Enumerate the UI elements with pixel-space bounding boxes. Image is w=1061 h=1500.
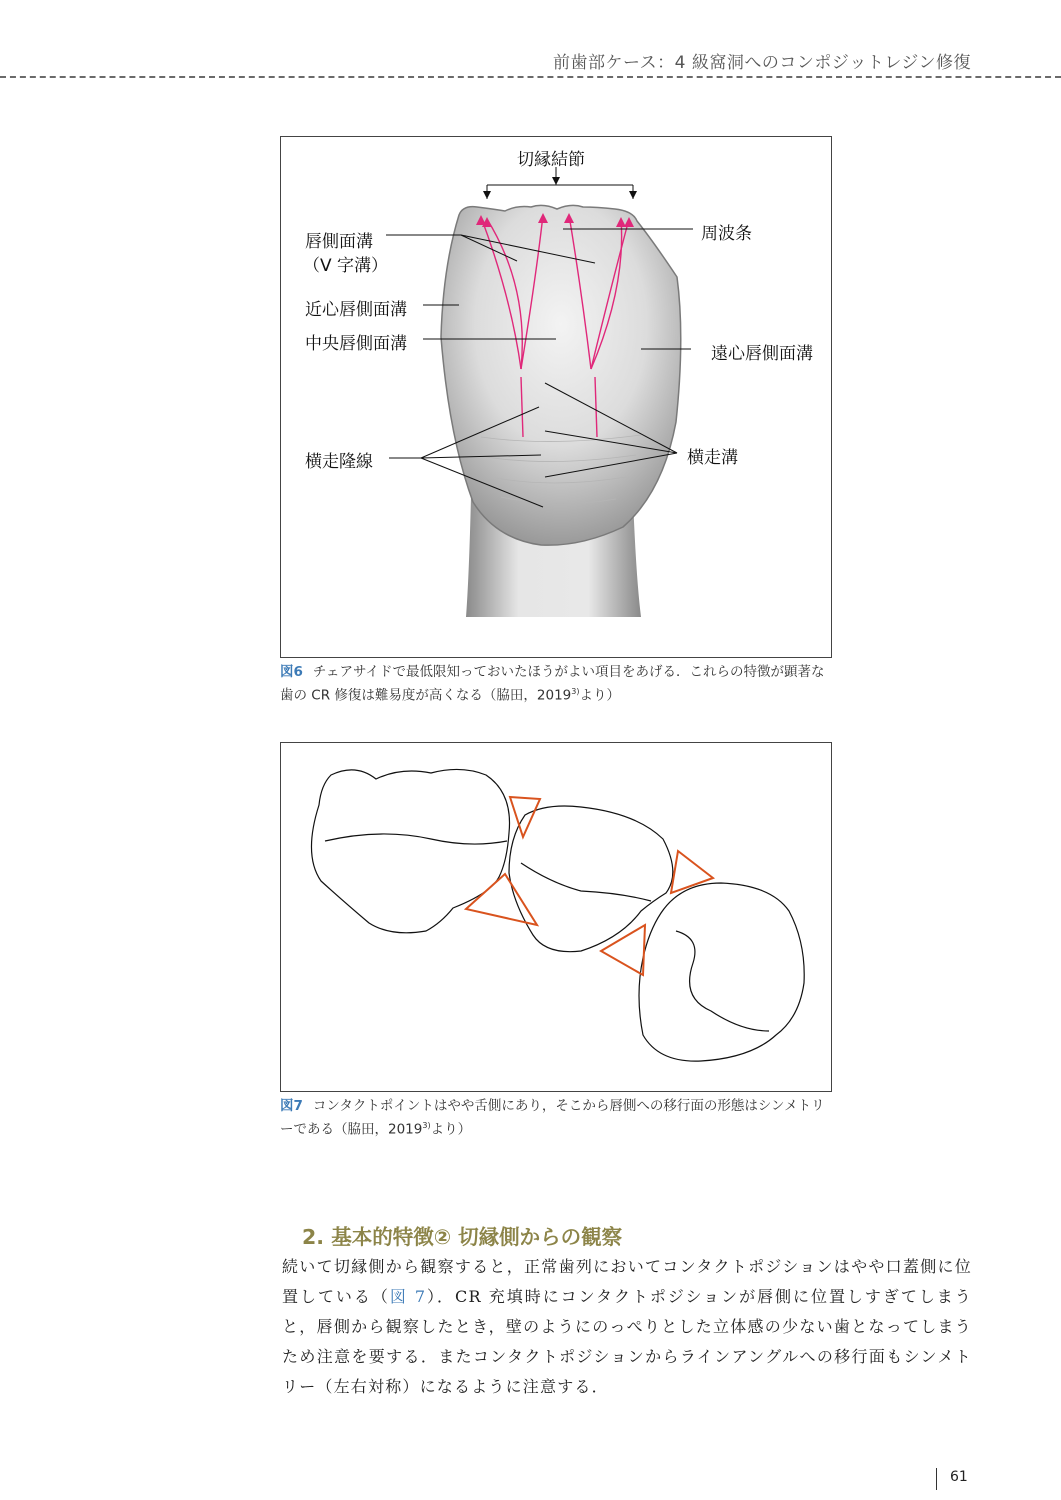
- section-heading: 2. 基本的特徴② 切縁側からの観察: [302, 1225, 623, 1249]
- label-mesial-labial-groove: 近心唇側面溝: [305, 300, 407, 320]
- body-paragraph: [282, 1252, 972, 1402]
- figure-6-caption: [280, 662, 832, 706]
- figure-6-caption-ref: 3): [571, 687, 580, 696]
- label-transverse-grooves: 横走溝: [687, 448, 738, 468]
- label-v-groove: （V 字溝）: [303, 256, 389, 276]
- figure-7-caption-label: 図7: [280, 1098, 303, 1114]
- label-central-labial-groove: 中央唇側面溝: [305, 334, 407, 354]
- figure-6-caption-tail: より）: [579, 687, 620, 704]
- header-divider: [0, 76, 1061, 78]
- tooth-outlines: [311, 769, 804, 1061]
- contact-triangle-4: [601, 925, 645, 975]
- figure-7-contact-diagram: [280, 742, 832, 1092]
- tooth-illustration: [281, 137, 831, 657]
- contact-triangle-2: [466, 874, 537, 925]
- figure-6-tooth-diagram: [280, 136, 832, 658]
- figure-7-caption-text: コンタクトポイントはやや舌側にあり，そこから唇側への移行面の形態はシンメトリーである（脇田，2019: [280, 1098, 825, 1138]
- label-distal-labial-groove: 遠心唇側面溝: [711, 344, 813, 364]
- page-number-divider: [936, 1468, 937, 1490]
- figure-6-caption-label: 図6: [280, 664, 303, 680]
- tooth-outline-center: [509, 806, 673, 952]
- figure-7-caption: [280, 1096, 832, 1140]
- label-transverse-ridges: 横走隆線: [305, 452, 373, 472]
- tooth-outline-left: [311, 769, 509, 932]
- label-labial-groove: 唇側面溝: [305, 232, 373, 252]
- body-text-part-1: 続いて切縁側から観察すると，正常歯列においてコンタクトポジションはやや口蓋側に位置している（: [282, 1257, 972, 1306]
- label-incisal-nodes: 切縁結節: [517, 150, 585, 170]
- leader-arrowheads: [483, 177, 637, 199]
- tooth-groove-center: [521, 863, 651, 901]
- body-text-part-2: ）．CR 充填時にコンタクトポジションが唇側に位置しすぎてしまうと，唇側から観察したとき，壁のようにのっぺりとした立体感の少ない歯となってしまうため注意を要する．またコンタクトポジションからラインアングルへの移行面もシンメトリー（左右対称）になるように注意する．: [282, 1287, 972, 1396]
- figure-6-caption-text: チェアサイドで最低限知っておいたほうがよい項目をあげる．これらの特徴が顕著な歯の CR 修復は難易度が高くなる（脇田，2019: [280, 664, 825, 704]
- contact-triangle-1: [510, 797, 540, 837]
- contact-triangle-3: [671, 851, 713, 893]
- figure-7-caption-ref: 3): [422, 1121, 431, 1130]
- figure-7-reference-link[interactable]: 図 7: [389, 1287, 427, 1306]
- tooth-outline-right: [639, 883, 804, 1061]
- figure-7-caption-tail: より）: [430, 1121, 472, 1138]
- label-mamelon-ridges: 周波条: [701, 224, 752, 244]
- page-number: 61: [950, 1469, 968, 1485]
- tooth-groove-left: [325, 834, 507, 844]
- tooth-groove-right: [676, 931, 769, 1031]
- incisal-view-illustration: [281, 743, 831, 1091]
- running-header: 前歯部ケース：4 級窩洞へのコンポジットレジン修復: [552, 53, 971, 73]
